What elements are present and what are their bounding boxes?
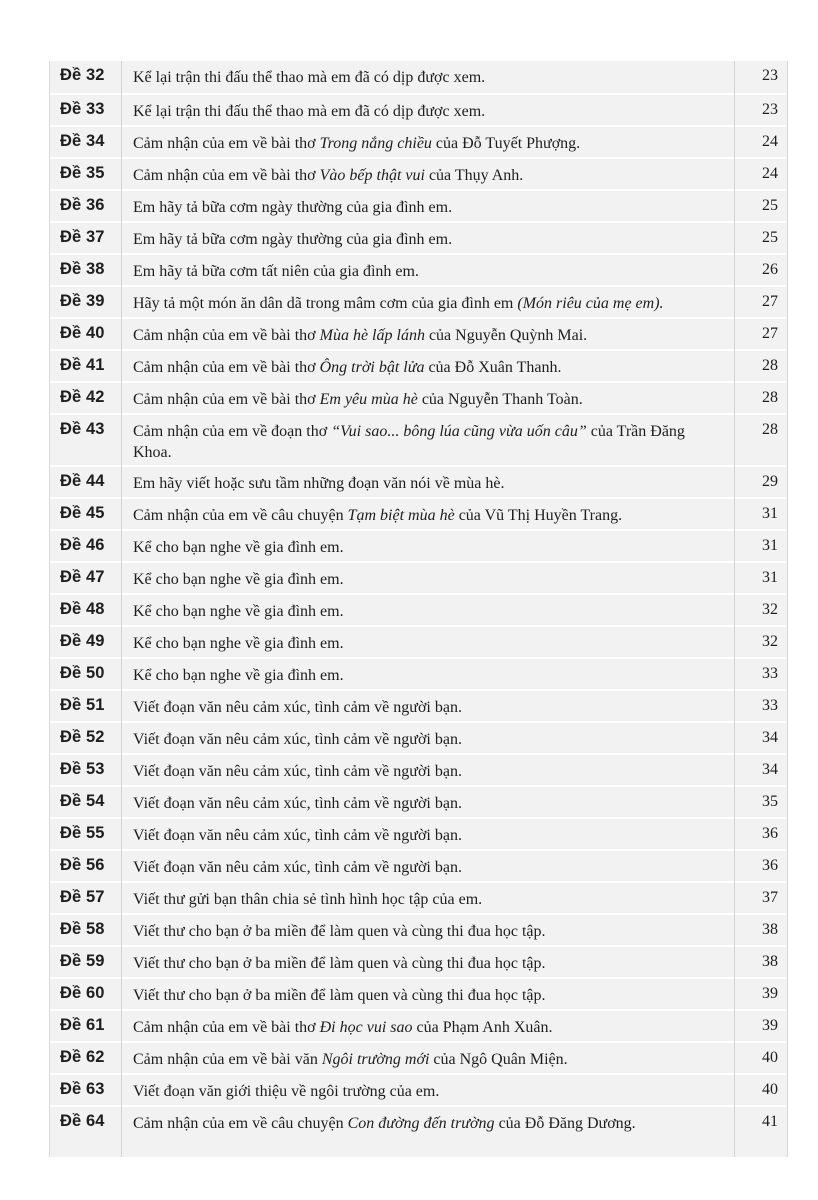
toc-entry-page-number: 27: [762, 325, 778, 342]
toc-entry-title: [133, 133, 708, 154]
toc-title-segment: Viết đoạn văn nêu cảm xúc, tình cảm về người bạn.: [133, 763, 462, 780]
toc-title-segment: của Thụy Anh.: [424, 167, 524, 184]
toc-entry-label: Đề 39: [60, 292, 105, 310]
toc-row: [50, 61, 786, 93]
toc-title-segment: Cảm nhận của em về đoạn thơ: [133, 423, 332, 440]
toc-entry-page-number: 29: [762, 473, 778, 490]
toc-entry-title: [133, 421, 708, 463]
toc-title-segment: Cảm nhận của em về bài văn: [133, 1051, 322, 1068]
toc-row: [50, 977, 786, 1009]
toc-title-segment: Kể cho bạn nghe về gia đình em.: [133, 539, 344, 556]
toc-entry-page-number: 28: [762, 357, 778, 374]
toc-entry-title: [133, 197, 708, 218]
toc-row: [50, 785, 786, 817]
toc-entry-title: [133, 1017, 708, 1038]
toc-entry-page-number: 40: [762, 1049, 778, 1066]
toc-title-italic-segment: Trong nắng chiều: [319, 135, 432, 152]
toc-entry-page-number: 34: [762, 761, 778, 778]
toc-entry-title: [133, 505, 708, 526]
toc-entry-title: [133, 1113, 708, 1134]
toc-title-italic-segment: Ông trời bật lửa: [319, 359, 425, 376]
toc-title-italic-segment: “Vui sao... bông lúa cũng vừa uốn câu”: [331, 423, 587, 440]
toc-entry-title: [133, 165, 708, 186]
toc-entry-page-number: 23: [762, 67, 778, 84]
toc-title-segment: của Ngô Quân Miện.: [429, 1051, 568, 1068]
toc-title-segment: Kể lại trận thi đấu thể thao mà em đã có dịp được xem.: [133, 103, 486, 120]
toc-entry-label: Đề 46: [60, 536, 105, 554]
toc-title-segment: Kể lại trận thi đấu thể thao mà em đã có dịp được xem.: [133, 69, 486, 86]
toc-entry-title: [133, 569, 708, 590]
toc-entry-page-number: 37: [762, 889, 778, 906]
toc-entry-title: [133, 697, 708, 718]
toc-title-italic-segment: Con đường đến trường: [347, 1115, 495, 1132]
toc-title-segment: Cảm nhận của em về bài thơ: [133, 327, 320, 344]
toc-title-italic-segment: Mùa hè lấp lánh: [319, 327, 425, 344]
toc-title-italic-segment: Đi học vui sao: [319, 1019, 413, 1036]
toc-row: [50, 253, 786, 285]
toc-entry-page-number: 32: [762, 633, 778, 650]
toc-entry-label: Đề 52: [60, 728, 105, 746]
toc-entry-label: Đề 51: [60, 696, 105, 714]
toc-entry-title: [133, 601, 708, 622]
toc-title-segment: Cảm nhận của em về bài thơ: [133, 391, 320, 408]
column-divider-page: [734, 61, 735, 1157]
toc-title-segment: Viết đoạn văn nêu cảm xúc, tình cảm về người bạn.: [133, 795, 462, 812]
toc-entry-title: [133, 633, 708, 654]
toc-title-segment: Viết thư gửi bạn thân chia sẻ tình hình học tập của em.: [133, 891, 483, 908]
toc-entry-page-number: 39: [762, 1017, 778, 1034]
toc-entry-title: [133, 357, 708, 378]
toc-entry-title: [133, 389, 708, 410]
toc-row: [50, 125, 786, 157]
toc-row: [50, 529, 786, 561]
toc-title-segment: Cảm nhận của em về bài thơ: [133, 1019, 320, 1036]
toc-title-segment: Viết thư cho bạn ở ba miền để làm quen và cùng thi đua học tập.: [133, 987, 546, 1004]
toc-title-segment: Cảm nhận của em về bài thơ: [133, 167, 320, 184]
toc-row: [50, 157, 786, 189]
toc-entry-page-number: 39: [762, 985, 778, 1002]
toc-entry-page-number: 23: [762, 101, 778, 118]
toc-entry-title: [133, 729, 708, 750]
toc-entry-label: Đề 44: [60, 472, 105, 490]
toc-title-segment: Em hãy tả bữa cơm tất niên của gia đình em.: [133, 263, 419, 280]
toc-row: [50, 413, 786, 465]
toc-entry-page-number: 36: [762, 857, 778, 874]
toc-title-segment: Kể cho bạn nghe về gia đình em.: [133, 571, 344, 588]
toc-entry-label: Đề 32: [60, 66, 105, 84]
toc-row: [50, 593, 786, 625]
toc-row: [50, 93, 786, 125]
toc-title-segment: Cảm nhận của em về câu chuyện: [133, 1115, 348, 1132]
toc-entry-page-number: 28: [762, 389, 778, 406]
toc-entry-label: Đề 64: [60, 1112, 105, 1130]
toc-row: [50, 317, 786, 349]
toc-title-segment: của Phạm Anh Xuân.: [412, 1019, 553, 1036]
toc-entry-label: Đề 43: [60, 420, 105, 438]
toc-title-segment: Em hãy tả bữa cơm ngày thường của gia đình em.: [133, 199, 453, 216]
toc-entry-title: [133, 793, 708, 814]
toc-entry-label: Đề 36: [60, 196, 105, 214]
toc-row: [50, 1041, 786, 1073]
toc-entry-title: [133, 761, 708, 782]
toc-title-segment: của Đỗ Tuyết Phượng.: [431, 135, 581, 152]
toc-title-segment: của Vũ Thị Huyền Trang.: [454, 507, 623, 524]
toc-title-segment: Cảm nhận của em về bài thơ: [133, 359, 320, 376]
toc-entry-label: Đề 45: [60, 504, 105, 522]
toc-entry-title: [133, 921, 708, 942]
toc-title-segment: Viết đoạn văn nêu cảm xúc, tình cảm về người bạn.: [133, 859, 462, 876]
toc-entry-title: [133, 473, 708, 494]
toc-entry-label: Đề 59: [60, 952, 105, 970]
toc-row: [50, 349, 786, 381]
toc-title-italic-segment: Tạm biệt mùa hè: [347, 507, 455, 524]
toc-entry-label: Đề 40: [60, 324, 105, 342]
toc-title-segment: Kể cho bạn nghe về gia đình em.: [133, 603, 344, 620]
toc-row: [50, 753, 786, 785]
toc-entry-title: [133, 229, 708, 250]
toc-title-segment: của Trần Đăng Khoa.: [133, 423, 685, 461]
toc-entry-page-number: 31: [762, 569, 778, 586]
toc-title-segment: Cảm nhận của em về câu chuyện: [133, 507, 348, 524]
toc-title-italic-segment: Vào bếp thật vui: [319, 167, 425, 184]
toc-entry-title: [133, 293, 708, 314]
toc-row: [50, 497, 786, 529]
toc-row: [50, 189, 786, 221]
toc-entry-label: Đề 33: [60, 100, 105, 118]
toc-row: [50, 881, 786, 913]
toc-row: [50, 465, 786, 497]
toc-entry-label: Đề 57: [60, 888, 105, 906]
toc-entry-label: Đề 61: [60, 1016, 105, 1034]
toc-entry-title: [133, 665, 708, 686]
toc-entry-label: Đề 56: [60, 856, 105, 874]
toc-entry-page-number: 27: [762, 293, 778, 310]
toc-entry-title: [133, 261, 708, 282]
toc-entry-page-number: 25: [762, 229, 778, 246]
toc-row: [50, 849, 786, 881]
toc-entry-title: [133, 537, 708, 558]
toc-title-italic-segment: Em yêu mùa hè: [319, 391, 418, 408]
toc-entry-title: [133, 953, 708, 974]
toc-entry-label: Đề 62: [60, 1048, 105, 1066]
toc-entry-label: Đề 50: [60, 664, 105, 682]
column-divider-label: [121, 61, 122, 1157]
toc-title-segment: của Đỗ Xuân Thanh.: [424, 359, 562, 376]
toc-row: [50, 657, 786, 689]
toc-entry-label: Đề 38: [60, 260, 105, 278]
toc-entry-page-number: 40: [762, 1081, 778, 1098]
toc-entry-label: Đề 47: [60, 568, 105, 586]
toc-row: [50, 221, 786, 253]
toc-title-segment: Viết đoạn văn giới thiệu về ngôi trường của em.: [133, 1083, 440, 1100]
toc-row: [50, 381, 786, 413]
toc-entry-page-number: 26: [762, 261, 778, 278]
toc-entry-page-number: 31: [762, 505, 778, 522]
toc-title-segment: của Đỗ Đăng Dương.: [494, 1115, 636, 1132]
toc-title-italic-segment: (Món riêu của mẹ em).: [517, 295, 664, 312]
toc-row: [50, 625, 786, 657]
toc-entry-page-number: 34: [762, 729, 778, 746]
toc-entry-page-number: 41: [762, 1113, 778, 1130]
toc-title-segment: Viết thư cho bạn ở ba miền để làm quen và cùng thi đua học tập.: [133, 955, 546, 972]
toc-entry-page-number: 32: [762, 601, 778, 618]
toc-entry-page-number: 35: [762, 793, 778, 810]
toc-title-segment: Viết đoạn văn nêu cảm xúc, tình cảm về người bạn.: [133, 731, 462, 748]
toc-entry-title: [133, 101, 708, 122]
toc-title-segment: Cảm nhận của em về bài thơ: [133, 135, 320, 152]
toc-entry-label: Đề 49: [60, 632, 105, 650]
toc-entry-title: [133, 1049, 708, 1070]
toc-entry-title: [133, 1081, 708, 1102]
toc-title-segment: Viết thư cho bạn ở ba miền để làm quen và cùng thi đua học tập.: [133, 923, 546, 940]
toc-row: [50, 945, 786, 977]
toc-row: [50, 285, 786, 317]
toc-title-segment: của Nguyễn Quỳnh Mai.: [424, 327, 588, 344]
toc-entry-label: Đề 53: [60, 760, 105, 778]
toc-row: [50, 721, 786, 753]
toc-row: [50, 1073, 786, 1105]
toc-entry-label: Đề 48: [60, 600, 105, 618]
toc-entry-page-number: 28: [762, 421, 778, 438]
toc-entry-title: [133, 325, 708, 346]
toc-entry-page-number: 24: [762, 165, 778, 182]
toc-entry-page-number: 33: [762, 697, 778, 714]
toc-row: [50, 689, 786, 721]
toc-entry-title: [133, 857, 708, 878]
toc-entry-title: [133, 825, 708, 846]
toc-entry-title: [133, 889, 708, 910]
toc-title-segment: Viết đoạn văn nêu cảm xúc, tình cảm về người bạn.: [133, 827, 462, 844]
toc-entry-page-number: 38: [762, 921, 778, 938]
toc-entry-label: Đề 55: [60, 824, 105, 842]
toc-entry-label: Đề 60: [60, 984, 105, 1002]
toc-title-segment: Em hãy viết hoặc sưu tầm những đoạn văn nói về mùa hè.: [133, 475, 505, 492]
toc-entry-page-number: 25: [762, 197, 778, 214]
toc-title-italic-segment: Ngôi trường mới: [321, 1051, 430, 1068]
toc-title-segment: Viết đoạn văn nêu cảm xúc, tình cảm về người bạn.: [133, 699, 462, 716]
toc-entry-page-number: 31: [762, 537, 778, 554]
toc-entry-title: [133, 67, 708, 88]
toc-entry-label: Đề 41: [60, 356, 105, 374]
toc-title-segment: Em hãy tả bữa cơm ngày thường của gia đình em.: [133, 231, 453, 248]
toc-entry-page-number: 38: [762, 953, 778, 970]
toc-row: [50, 561, 786, 593]
toc-row: [50, 1009, 786, 1041]
toc-entry-label: Đề 35: [60, 164, 105, 182]
toc-entry-label: Đề 63: [60, 1080, 105, 1098]
toc-entry-label: Đề 34: [60, 132, 105, 150]
toc-row: [50, 817, 786, 849]
toc-title-segment: của Nguyễn Thanh Toàn.: [417, 391, 583, 408]
toc-entry-page-number: 24: [762, 133, 778, 150]
toc-entry-label: Đề 58: [60, 920, 105, 938]
toc-title-segment: Hãy tả một món ăn dân dã trong mâm cơm của gia đình em: [133, 295, 518, 312]
toc-title-segment: Kể cho bạn nghe về gia đình em.: [133, 667, 344, 684]
toc-title-segment: Kể cho bạn nghe về gia đình em.: [133, 635, 344, 652]
toc-entry-title: [133, 985, 708, 1006]
toc-entry-page-number: 36: [762, 825, 778, 842]
toc-entry-label: Đề 54: [60, 792, 105, 810]
toc-entry-label: Đề 42: [60, 388, 105, 406]
toc-entry-label: Đề 37: [60, 228, 105, 246]
toc-row: [50, 1105, 786, 1137]
toc-row: [50, 913, 786, 945]
toc-entry-page-number: 33: [762, 665, 778, 682]
